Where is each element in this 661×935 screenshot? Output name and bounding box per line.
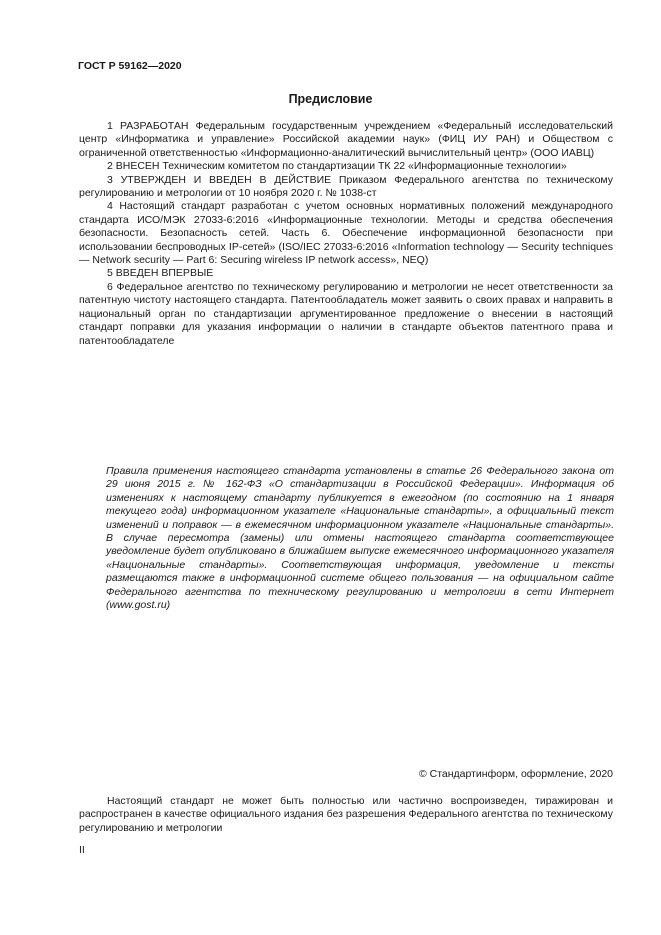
- copyright-line: © Стандартинформ, оформление, 2020: [418, 768, 613, 780]
- foreword-item-5: 5 ВВЕДЕН ВПЕРВЫЕ: [107, 267, 214, 280]
- notice-text: Настоящий стандарт не может быть полностью или частично воспроизведен, тиражирован и распространен в качестве официального издания без разрешения Федерального агентства по техническому регулированию и метрологии: [79, 795, 613, 834]
- usage-note-text: Правила применения настоящего стандарта установлены в статье 26 Федерального закона от 29 июня 2015 г. № 162-ФЗ «О стандартизации в Российской Федерации». Информация об изменениях к настоящему стандарту публикуется в ежегодном (по состоянию на 1 января текущего года) информационном указателе «Национальные стандарты», а официальный текст изменений и поправок — в ежемесячном информационном указателе «Национальные стандарты». В случае пересмотра (замены) или отмены настоящего стандарта соответствующее уведомление будет опубликовано в ближайшем выпуске ежемесячного информационного указателя «Национальные стандарты». Соответствующая информация, уведомление и тексты размещаются также в информационной системе общего пользования — на официальном сайте Федерального агентства по техническому регулированию и метрологии в сети Интернет (www.gost.ru): [106, 465, 614, 612]
- reproduction-notice: [79, 795, 613, 835]
- foreword-items: [79, 120, 613, 348]
- standard-usage-note: [106, 465, 614, 612]
- foreword-item-6: 6 Федеральное агентство по техническому регулированию и метрологии не несет ответственности за патентную чистоту настоящего стандарта. Патентообладатель может заявить о своих правах и направить в национальный орган по стандартизации аргументированное предложение о внесении в настоящий стандарт поправки для указания информации о наличии в стандарте объектов патентного права и патентообладателе: [79, 280, 613, 347]
- foreword-item-3: 3 УТВЕРЖДЕН И ВВЕДЕН В ДЕЙСТВИЕ Приказом Федерального агентства по техническому регулированию и метрологии от 10 ноября 2020 г. № 1038-ст: [79, 173, 613, 200]
- foreword-item-1: 1 РАЗРАБОТАН Федеральным государственным учреждением «Федеральный исследовательский центр «Информатика и управление» Российской академии наук» (ФИЦ ИУ РАН) и Обществом с ограниченной ответственностью «Информационно-аналитический вычислительный центр» (ООО ИАВЦ): [79, 120, 613, 159]
- foreword-item-2: 2 ВНЕСЕН Техническим комитетом по стандартизации ТК 22 «Информационные технологии»: [107, 160, 567, 173]
- page-number: II: [79, 844, 85, 856]
- document-header: ГОСТ Р 59162—2020: [78, 60, 182, 72]
- page-title: Предисловие: [288, 92, 373, 106]
- foreword-item-4: 4 Настоящий стандарт разработан с учетом основных нормативных положений международного стандарта ИСО/МЭК 27033-6:2016 «Информационные технологии. Методы и средства обеспечения безопасности. Безопасность сетей. Часть 6. Обеспечение информационной безопасности при использовании беспроводных IP-сетей» (ISO/IEC 27033-6:2016 «Information technology — Security techniques — Network security — Part 6: Securing wireless IP network access», NEQ): [79, 200, 613, 267]
